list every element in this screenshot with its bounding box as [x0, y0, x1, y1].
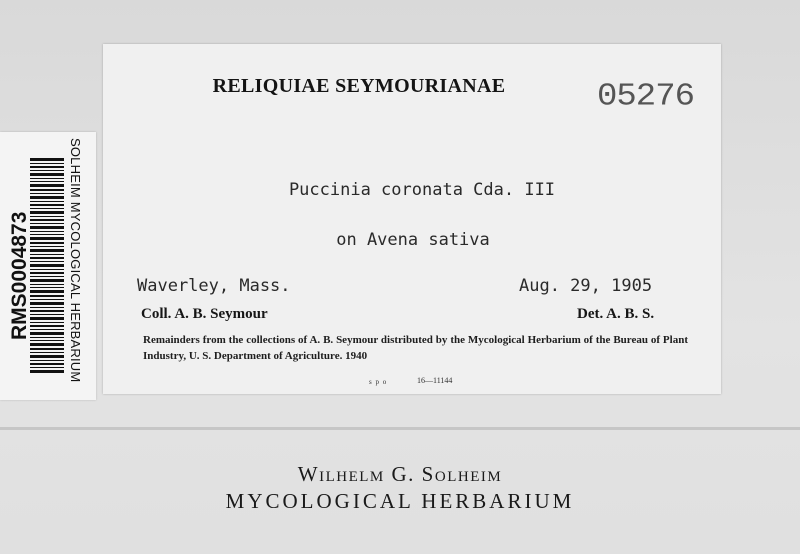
herbarium-stamp [0, 462, 800, 514]
printer-mark: s p o [369, 378, 388, 386]
host-name: on Avena sativa [336, 230, 490, 250]
collection-date: Aug. 29, 1905 [519, 276, 653, 296]
label-header: RELIQUIAE SEYMOURIANAE [212, 75, 506, 97]
distribution-remarks: Remainders from the collections of A. B. Seymour distributed by the Mycological Herbarium of the Bureau of Plant Industry, U. S. Department of Agriculture. 1940 [143, 334, 688, 362]
herbarium-stamp-name: Wilhelm G. Solheim [297, 462, 503, 486]
specimen-label [103, 44, 721, 394]
herbarium-stamp-title: MYCOLOGICAL HERBARIUM [225, 489, 575, 513]
print-code: 16—11144 [417, 376, 453, 385]
collector: Coll. A. B. Seymour [141, 306, 268, 322]
barcode-institution: SOLHEIM MYCOLOGICAL HERBARIUM [68, 138, 83, 383]
barcode-catalog-number: RMS0004873 [8, 211, 31, 340]
specimen-number: 05276 [597, 79, 695, 115]
species-name: Puccinia coronata Cda. III [288, 180, 556, 200]
barcode-icon [30, 158, 64, 374]
barcode-label [0, 132, 96, 400]
determiner: Det. A. B. S. [577, 306, 655, 322]
locality: Waverley, Mass. [137, 276, 291, 296]
sheet-fold-line [0, 427, 800, 430]
